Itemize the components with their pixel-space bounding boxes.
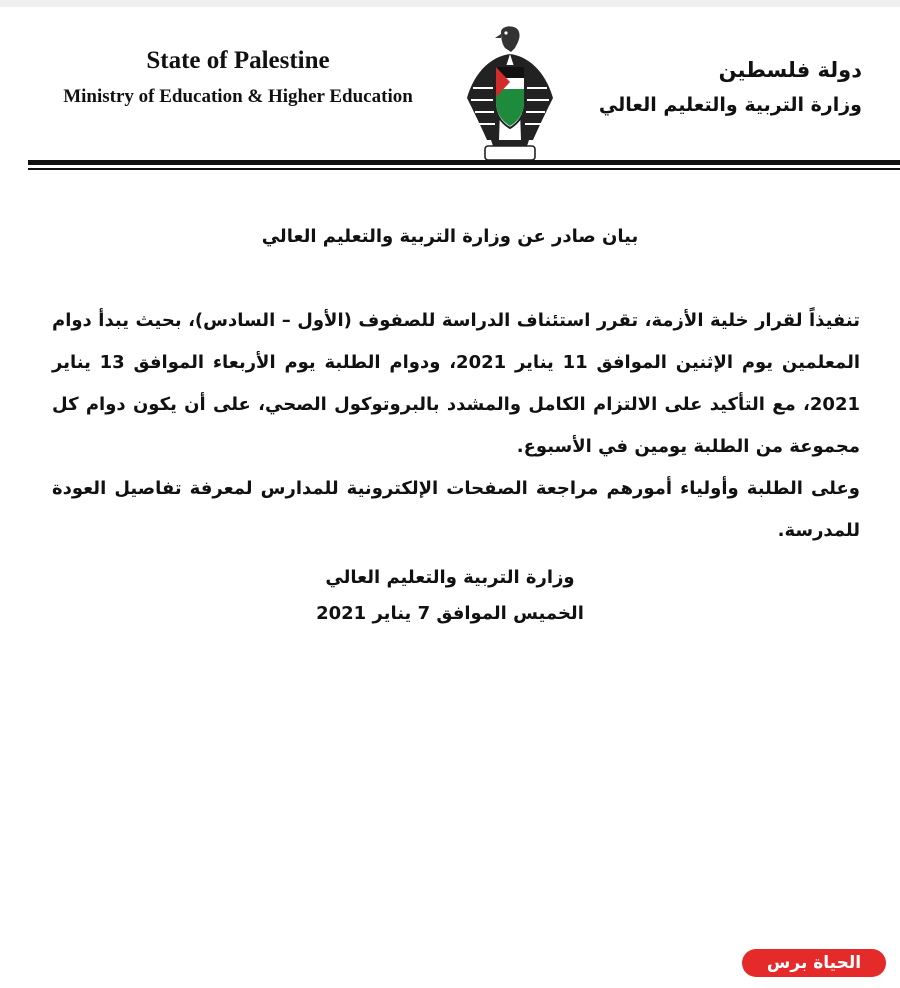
english-title: State of Palestine [146,47,330,74]
arabic-subtitle: وزارة التربية والتعليم العالي [598,94,862,116]
arabic-title: دولة فلسطين [718,58,862,82]
arabic-letterhead [542,55,862,119]
signature-organization: وزارة التربية والتعليم العالي [325,567,575,588]
english-letterhead [20,45,456,111]
statement-body [52,300,860,552]
signature-date: الخميس الموافق 7 يناير 2021 [316,603,584,624]
statement-paragraph-2: وعلى الطلبة وأولياء أمورهم مراجعة الصفحات الإلكترونية للمدارس لمعرفة تفاصيل العودة للمدرسة. [52,478,860,541]
statement-paragraph-1: تنفيذاً لقرار خلية الأزمة، تقرر استئناف الدراسة للصفوف (الأول – السادس)، بحيث يبدأ دوام المعلمين يوم الإثنين الموافق 11 يناير 2021، ودوام الطلبة يوم الأربعاء الموافق 13 يناير 2021، مع التأكيد على الالتزام الكامل والمشدد بالبروتوكول الصحي، على أن يكون دوام كل مجموعة من الطلبة يومين في الأسبوع. [52,310,861,457]
header-rule-thin [28,168,900,170]
signature-block [0,560,900,632]
letterhead [0,7,900,157]
header-rule-thick [28,160,900,165]
top-strip [0,0,900,7]
english-subtitle: Ministry of Education & Higher Education [63,86,413,107]
statement-heading: بيان صادر عن وزارة التربية والتعليم العالي [261,226,639,247]
source-watermark: الحياة برس [742,949,886,977]
